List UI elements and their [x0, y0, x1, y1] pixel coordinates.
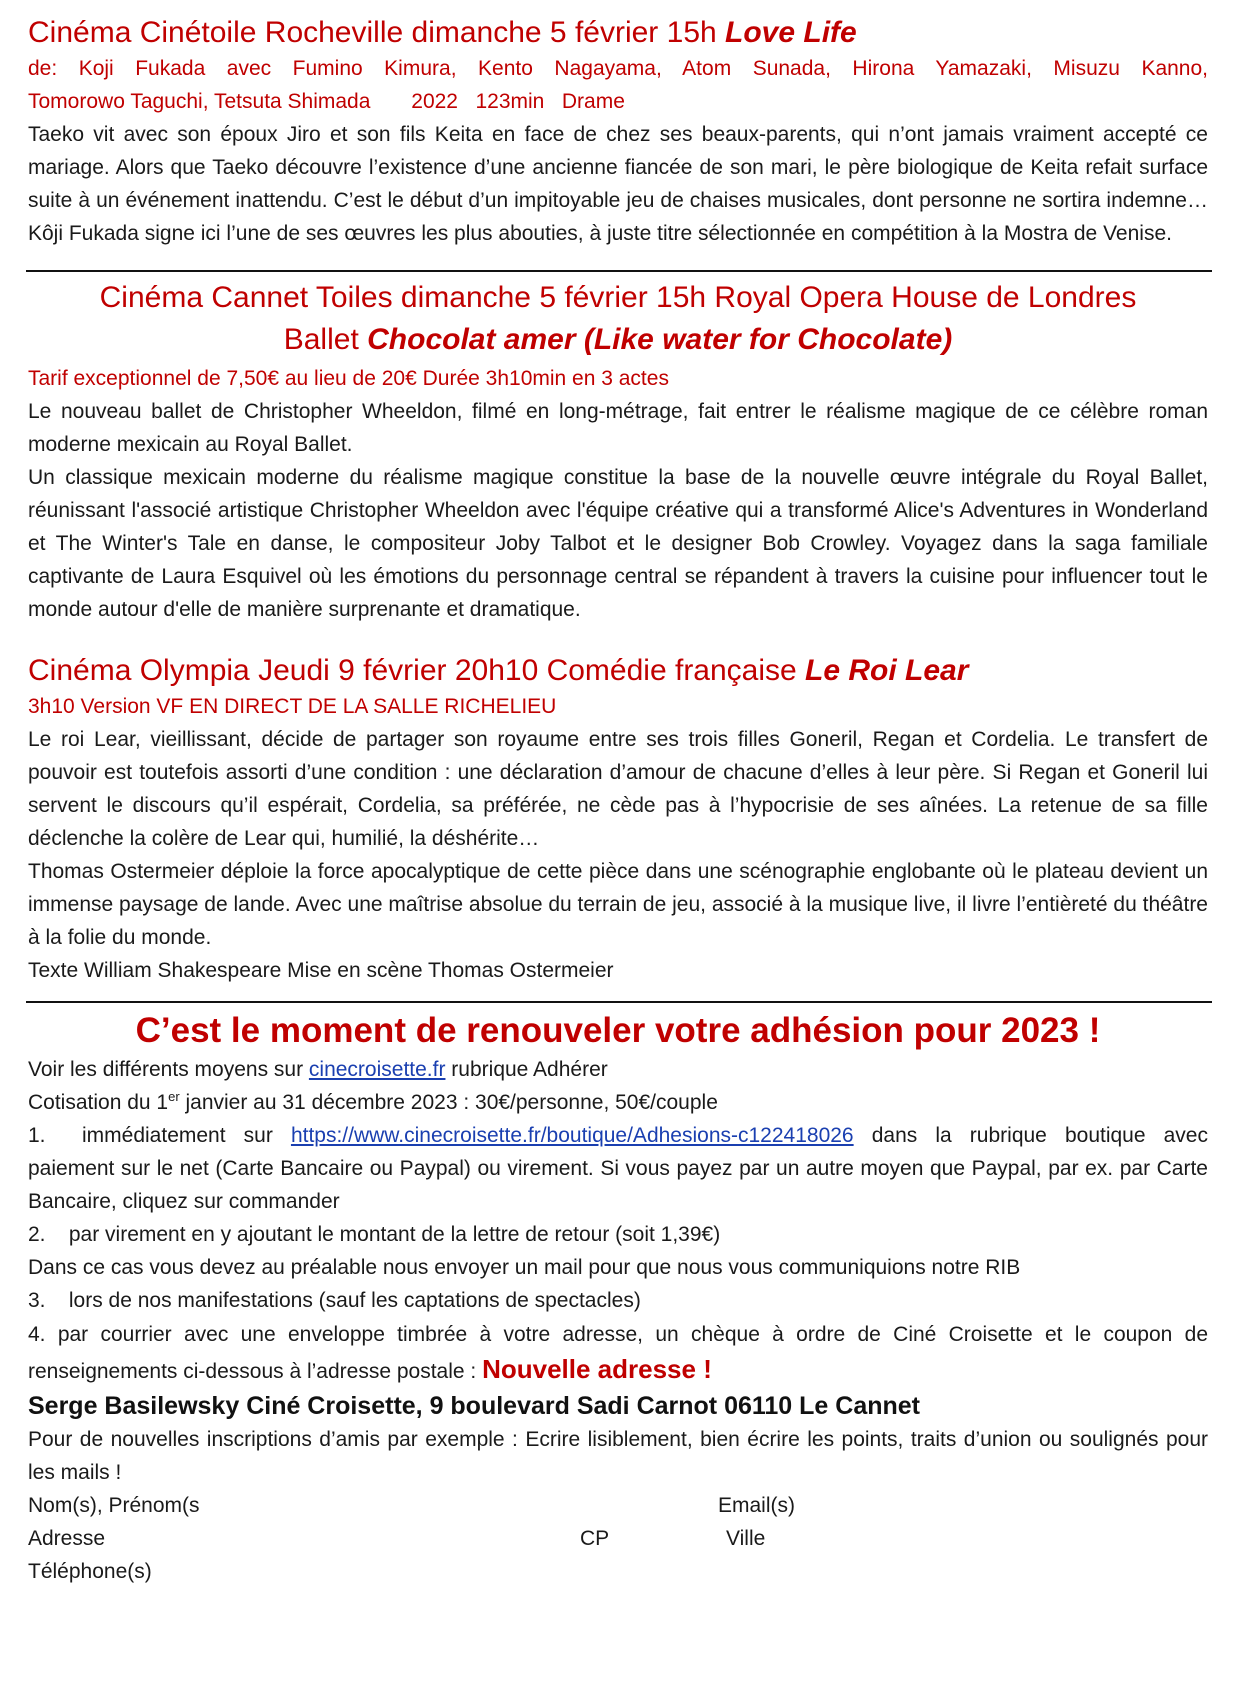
event3-para2: Thomas Ostermeier déploie la force apocalyptique de cette pièce dans une scénographie englobante où le plateau devient un immense paysage de lande. Avec une maîtrise absolue du terrain de jeu, associé à la musique live, il livre l’entièreté du théâtre à la folie du monde.: [28, 860, 1208, 949]
item4-text: 4. par courrier avec une enveloppe timbrée à votre adresse, un chèque à ordre de Ciné Croisette et le coupon de renseignements ci-dessous à l’adresse postale :: [28, 1323, 1208, 1383]
phone-label: Téléphone(s): [28, 1560, 152, 1583]
form-row-3: [28, 1555, 1208, 1588]
divider-1: [26, 270, 1212, 272]
address-label: Adresse: [28, 1527, 106, 1550]
postal-address: Serge Basilewsky Ciné Croisette, 9 boulevard Sadi Carnot 06110 Le Cannet: [28, 1392, 921, 1420]
nouvelle-adresse-label: Nouvelle adresse !: [482, 1354, 712, 1384]
event1-credits-line2: Tomorowo Taguchi, Tetsuta Shimada 2022 123min Drame: [28, 90, 625, 113]
name-label: Nom(s), Prénom(s: [28, 1494, 200, 1517]
adhesion-item2-note: Dans ce cas vous devez au préalable nous envoyer un mail pour que nous vous communiquions notre RIB: [28, 1256, 1021, 1279]
adhesion-line1-suffix: rubrique Adhérer: [445, 1058, 608, 1081]
event2-para2: Un classique mexicain moderne du réalisme magique constitue la base de la nouvelle œuvre intégrale du Royal Ballet, réunissant l'associé artistique Christopher Wheeldon avec l'équipe créative qui a transformé Alice's Adventures in Wonderland et The Winter's Tale en danse, le compositeur Joby Talbot et le designer Bob Crowley. Voyagez dans la saga familiale captivante de Laura Esquivel où les émotions du personnage central se répandent à travers la cuisine pour influencer tout le monde autour d'elle de manière surprenante et dramatique.: [28, 466, 1208, 621]
adhesion-line1-prefix: Voir les différents moyens sur: [28, 1058, 309, 1081]
adhesion-section: [28, 1009, 1208, 1588]
adhesion-item4: [28, 1317, 1208, 1389]
event1-film-name: Love Life: [725, 16, 857, 49]
email-label: Email(s): [718, 1494, 795, 1517]
event2-title-line2: [28, 319, 1208, 361]
boutique-adhesions-link[interactable]: https://www.cinecroisette.fr/boutique/Adhesions-c122418026: [290, 1124, 854, 1147]
ville-label: Ville: [726, 1527, 766, 1550]
event2-title-prefix: Ballet: [283, 323, 368, 356]
event-chocolat-amer: [28, 277, 1208, 626]
divider-2: [26, 1001, 1212, 1003]
item1-suffix: dans la rubrique boutique avec paiement sur le net (Carte Bancaire ou Paypal) ou virement. Si vous payez par un autre moyen que Paypal, par ex. par Carte Bancaire, cliquez sur commander: [28, 1124, 1208, 1213]
event1-credits-line1: de: Koji Fukada avec Fumino Kimura, Kento Nagayama, Atom Sunada, Hirona Yamazaki, Misuzu Kanno,: [28, 57, 1208, 80]
form-row-2: [28, 1522, 1208, 1555]
cinecroisette-link[interactable]: cinecroisette.fr: [308, 1058, 446, 1081]
adhesion-line1: [28, 1053, 1208, 1086]
event2-title-line1: Cinéma Cannet Toiles dimanche 5 février 15h Royal Opera House de Londres: [99, 281, 1137, 314]
item1-prefix: immédiatement sur: [82, 1124, 291, 1147]
event2-work-name: Chocolat amer (Like water for Chocolate): [367, 323, 953, 356]
event2-tarif: Tarif exceptionnel de 7,50€ au lieu de 20€ Durée 3h10min en 3 actes: [28, 367, 669, 390]
adhesion-heading: C’est le moment de renouveler votre adhésion pour 2023 !: [135, 1011, 1101, 1050]
cotisation-suffix: janvier au 31 décembre 2023 : 30€/personne, 50€/couple: [179, 1091, 718, 1114]
event1-title-prefix: Cinéma Cinétoile Rocheville dimanche 5 février 15h: [28, 16, 726, 49]
event1-title: [28, 14, 1208, 52]
form-row-1: [28, 1489, 1208, 1522]
event3-subtitle: 3h10 Version VF EN DIRECT DE LA SALLE RICHELIEU: [28, 695, 557, 718]
cotisation-prefix: Cotisation du 1: [28, 1091, 169, 1114]
event3-work-name: Le Roi Lear: [805, 654, 969, 687]
item1-number: 1.: [28, 1124, 46, 1147]
event3-para1: Le roi Lear, vieillissant, décide de partager son royaume entre ses trois filles Goneril, Regan et Cordelia. Le transfert de pouvoir est toutefois assorti d’une condition : une déclaration d’amour de chacune d’elles à leur père. Si Regan et Goneril lui servent le discours qu’il espérait, Cordelia, sa préférée, ne cède pas à l’hypocrisie de ses aînées. La retenue de sa fille déclenche la colère de Lear qui, humilié, la déshérite…: [28, 728, 1208, 850]
event-love-life: [28, 14, 1208, 250]
adhesion-item3: 3. lors de nos manifestations (sauf les captations de spectacles): [28, 1289, 641, 1312]
cotisation-line: [28, 1086, 1208, 1119]
cotisation-sup: er: [168, 1089, 180, 1104]
event1-description: Taeko vit avec son époux Jiro et son fils Keita en face de chez ses beaux-parents, qui n’ont jamais vraiment accepté ce mariage. Alors que Taeko découvre l’existence d’une ancienne fiancée de son mari, le père biologique de Keita refait surface suite à un événement inattendu. C’est le début d’un impitoyable jeu de chaises musicales, dont personne ne sortira indemne… Kôji Fukada signe ici l’une de ses œuvres les plus abouties, à juste titre sélectionnée en compétition à la Mostra de Venise.: [28, 123, 1208, 245]
inscriptions-note: Pour de nouvelles inscriptions d’amis par exemple : Ecrire lisiblement, bien écrire les points, traits d’union ou soulignés pour les mails !: [28, 1428, 1208, 1484]
event3-title-prefix: Cinéma Olympia Jeudi 9 février 20h10 Comédie française: [28, 654, 806, 687]
adhesion-item2: 2. par virement en y ajoutant le montant de la lettre de retour (soit 1,39€): [28, 1223, 721, 1246]
event3-title: [28, 652, 1208, 690]
event2-para1: Le nouveau ballet de Christopher Wheeldon, filmé en long-métrage, fait entrer le réalisme magique de ce célèbre roman moderne mexicain au Royal Ballet.: [28, 400, 1208, 456]
event3-para3: Texte William Shakespeare Mise en scène Thomas Ostermeier: [28, 959, 614, 982]
cp-label: CP: [580, 1527, 610, 1550]
adhesion-item1: [28, 1119, 1208, 1218]
event-roi-lear: [28, 652, 1208, 987]
